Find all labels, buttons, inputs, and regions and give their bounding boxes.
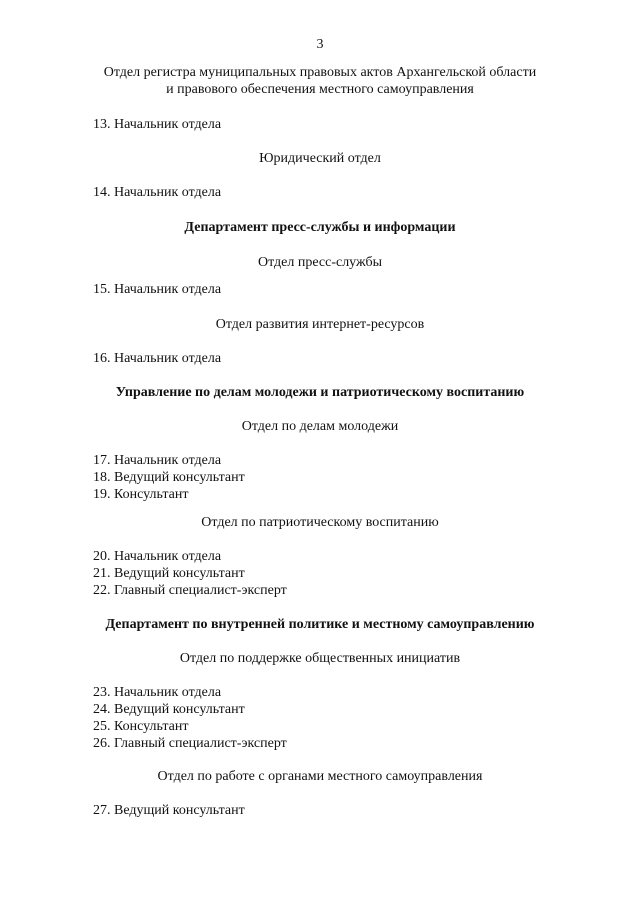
section-title-youth-office: Отдел по делам молодежи [241,419,399,434]
section-title-internet-office: Отдел развития интернет-ресурсов [215,317,425,332]
department-title-policy: Департамент по внутренней политике и местному самоуправлению [105,617,535,632]
list-item: 20. Начальник отдела [93,549,222,564]
section-title-press-office: Отдел пресс-службы [257,255,383,270]
list-item: 14. Начальник отдела [93,185,222,200]
department-title-press: Департамент пресс-службы и информации [184,220,456,235]
list-item: 18. Ведущий консультант [93,470,245,485]
list-item: 22. Главный специалист-эксперт [93,583,287,598]
section-heading-line-2: и правового обеспечения местного самоуправления [166,82,474,97]
list-item: 23. Начальник отдела [93,685,222,700]
list-item: 15. Начальник отдела [93,282,222,297]
section-heading-line-1: Отдел регистра муниципальных правовых актов Архангельской области [103,65,537,80]
section-title-initiatives-office: Отдел по поддержке общественных инициатив [179,651,461,666]
section-title-self-government-office: Отдел по работе с органами местного самоуправления [157,769,483,784]
list-item: 25. Консультант [93,719,189,734]
section-title-legal-department: Юридический отдел [259,151,381,166]
list-item: 17. Начальник отдела [93,453,222,468]
section-title-patriotic-office: Отдел по патриотическому воспитанию [201,515,439,530]
list-item: 27. Ведущий консультант [93,803,245,818]
list-item: 19. Консультант [93,487,189,502]
list-item: 21. Ведущий консультант [93,566,245,581]
list-item: 24. Ведущий консультант [93,702,245,717]
list-item: 13. Начальник отдела [93,117,222,132]
department-title-youth: Управление по делам молодежи и патриотическому воспитанию [115,385,525,400]
list-item: 16. Начальник отдела [93,351,222,366]
list-item: 26. Главный специалист-эксперт [93,736,287,751]
page-number: 3 [316,37,324,52]
